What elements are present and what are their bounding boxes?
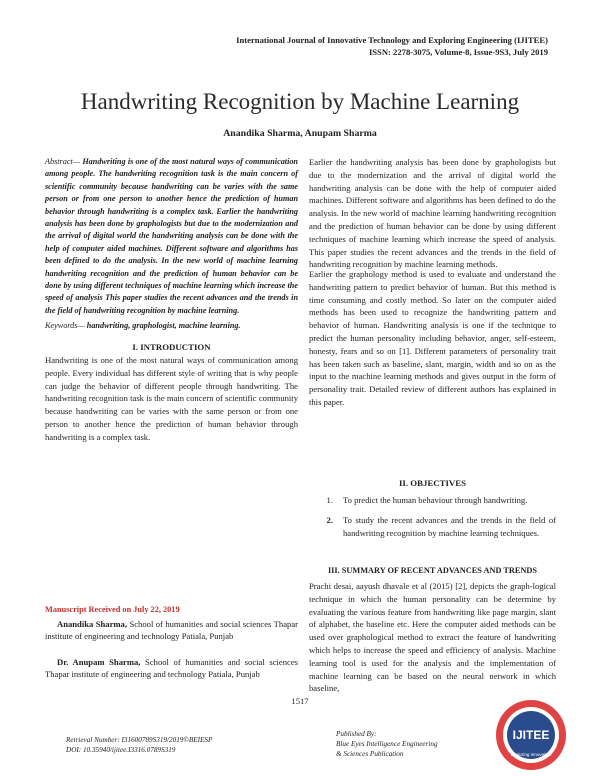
journal-name: International Journal of Innovative Technology and Exploring Engineering (IJITEE) — [236, 35, 548, 45]
paragraph-right-1: Earlier the handwriting analysis has been done by graphologists but due to the modernization and the arrival of digital world the handwriting analysis can be done with the help of computer aided machines. Different software and algorithms has been defined to do the analysis. In the new world of machine learning handwriting recognition and the prediction of human behavior can be done by using different techniques of machine learning which increase the speed of analysis. This paper studies the recent advances and the trends in the field of handwriting recognition by machine learning methods. — [309, 157, 556, 270]
affiliation-1 — [45, 618, 298, 642]
objective-number: 1. — [326, 495, 333, 505]
abstract-text: Handwriting is one of the most natural ways of communication among people. The handwriting recognition task is the main concern of scientific community because handwriting can be varies with the same person or from one person to another hence the prediction of human behavior through handwriting is a complex task. Earlier the handwriting analysis has been done by graphologists but due to the modernization and the arrival of digital world the handwriting analysis can be done with the help of computer aided machines. Different software and algorithms has been defined to do the analysis. In the new world of machine learning handwriting recognition and the prediction of human behavior can be done by using different techniques of machine learning which increase the speed of analysis This paper studies the recent advances and the trends in the field of handwriting recognition by machine learning. — [45, 157, 298, 315]
objective-item — [309, 494, 556, 507]
keywords — [45, 320, 298, 333]
introduction-text: Handwriting is one of the most natural ways of communication among people. Every individual has different style of writing that is why people can judge the behavior of different people through handwriting. The handwriting recognition task is the main concern of scientific community because handwriting can be varies with the same person or from one person to another hence the prediction of human behavior through handwriting is a complex task. — [45, 355, 298, 442]
objective-number: 2. — [326, 514, 333, 525]
paragraph-right-2: Earlier the graphology method is used to evaluate and understand the handwriting pattern to predict behavior of human. But this method is time consuming and costly method. So later on the computer aided methods has been used to recognize the handwriting pattern and behavior of human. Handwriting analysis is one if the technique to predict the human personality including behavior, anger, self-esteem, honesty, fears and so on [1]. Different parameters of personality trait has been taken such as baseline, slant, margin, width and so on as the input to the machine learning methods and gives output in the form of personality trait. Detailed review of different authors has explained in this paper. — [309, 269, 556, 407]
ijitee-logo — [494, 698, 568, 772]
objectives-heading: II. OBJECTIVES — [399, 478, 466, 488]
abstract-label: Abstract— — [45, 157, 81, 166]
logo-name: IJITEE — [512, 728, 550, 742]
keywords-label: Keywords— — [45, 321, 85, 330]
affiliation-2 — [45, 656, 298, 680]
summary-heading: III. SUMMARY OF RECENT ADVANCES AND TRENDS — [327, 566, 538, 575]
publisher-line-2: & Sciences Publication — [336, 750, 404, 758]
published-by: Published By: — [336, 730, 377, 738]
manuscript-received: Manuscript Received on July 22, 2019 — [45, 605, 180, 614]
objective-text: To predict the human behaviour through handwriting. — [343, 495, 528, 505]
affiliation-2-name: Dr. Anupam Sharma, — [57, 657, 141, 667]
journal-issn: ISSN: 2278-3075, Volume-8, Issue-9S3, July 2019 — [368, 47, 548, 57]
doi: DOI: 10.35940/ijitee.I3316.0789S319 — [66, 746, 176, 754]
keywords-text: handwriting, graphologist, machine learning. — [86, 321, 241, 330]
footer-publisher — [336, 729, 438, 759]
summary-text: Prachi desai, aayush dhavale et al (2015) [2], depicts the graph-logical technique in which the human personality can be determine by evaluating the various feature from handwriting like page margin, slant of alphabet, the baseline etc. Here the computer aided methods can be used over graphological method to extract the feature of handwriting which helps to increase the speed and efficiency of analysis. Machine learning tool is used for the analysis and the implementation of machine learning can be based on the neural network in which baseline, — [309, 581, 556, 694]
objectives-list — [309, 494, 556, 546]
affiliation-2-text: School of humanities and social sciences Thapar institute of engineering and technology Patiala, Punjab — [45, 657, 298, 680]
objective-item — [309, 514, 556, 540]
affiliation-1-name: Anandika Sharma, — [57, 619, 128, 629]
objective-text: To study the recent advances and the trends in the field of handwriting recognition by machine learning techniques. — [343, 514, 556, 538]
journal-header — [236, 34, 548, 58]
introduction-heading: I. INTRODUCTION — [132, 342, 211, 352]
footer-retrieval — [66, 735, 212, 755]
logo-ring-text: Exploring Innovation — [510, 752, 552, 757]
publisher-line-1: Blue Eyes Intelligence Engineering — [336, 740, 438, 748]
paper-title: Handwriting Recognition by Machine Learning — [80, 89, 520, 114]
paper-authors: Anandika Sharma, Anupam Sharma — [223, 128, 377, 139]
affiliation-1-text: School of humanities and social sciences Thapar institute of engineering and technology Patiala, Punjab — [45, 619, 298, 642]
abstract — [45, 156, 298, 317]
page-number: 1517 — [291, 696, 309, 706]
retrieval-number: Retrieval Number: I31600789S319/2019©BEIESP — [66, 736, 213, 744]
